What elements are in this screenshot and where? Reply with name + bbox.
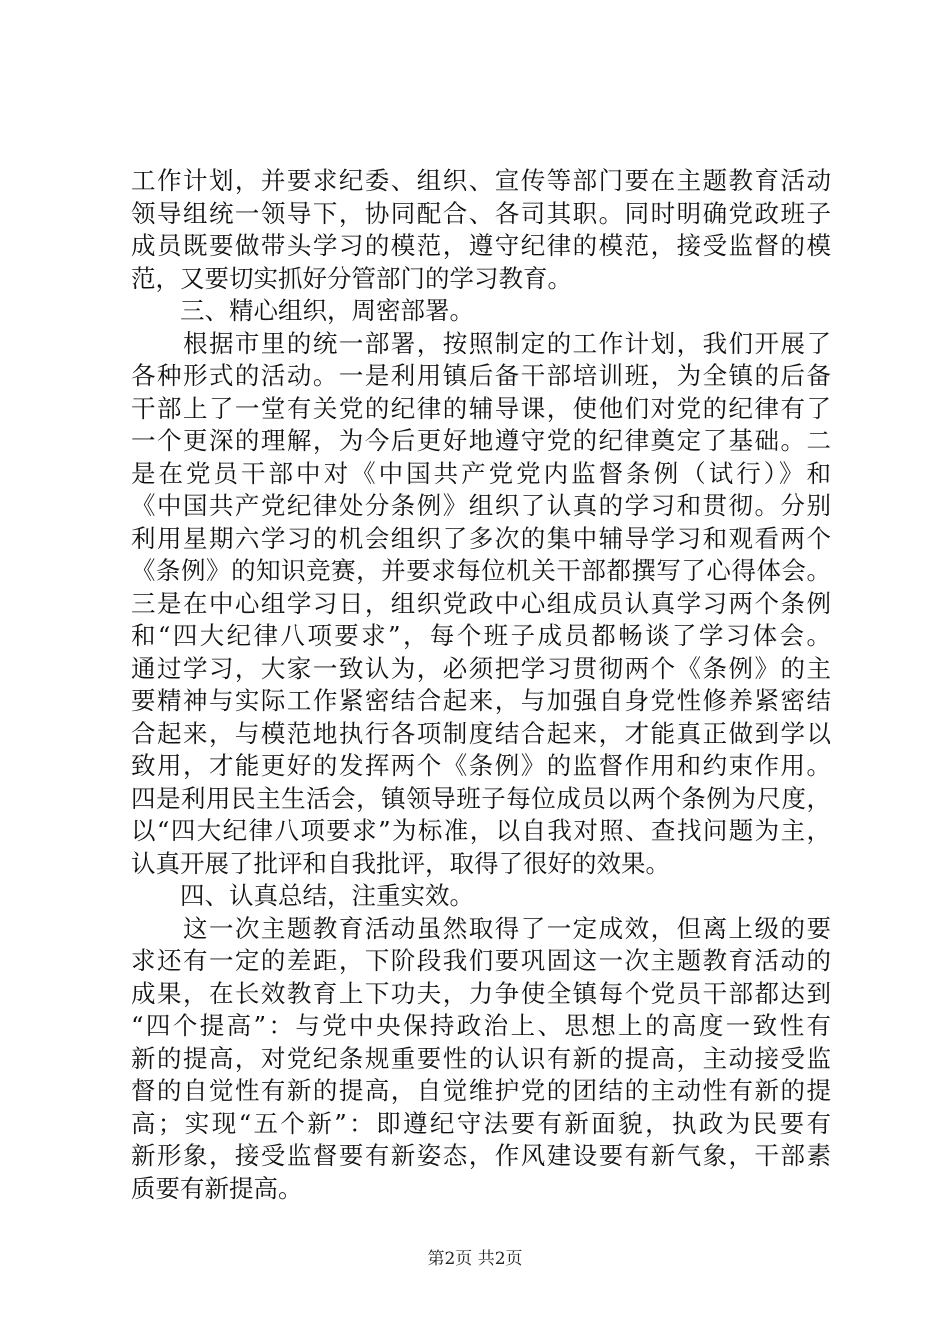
- text-line: 新的提高，对党纪条规重要性的认识有新的提高，主动接受监: [131, 1043, 831, 1073]
- text-line: 利用星期六学习的机会组织了多次的集中辅导学习和观看两个: [131, 523, 831, 553]
- text-line: 这一次主题教育活动虽然取得了一定成效，但离上级的要: [131, 913, 831, 943]
- document-body: [131, 165, 831, 1205]
- text-line: 督的自觉性有新的提高，自觉维护党的团结的主动性有新的提: [131, 1076, 831, 1105]
- text-line: 《中国共产党纪律处分条例》组织了认真的学习和贯彻。分别: [131, 491, 831, 520]
- page-footer: 第2页 共2页: [427, 1249, 523, 1269]
- text-line: 干部上了一堂有关党的纪律的辅导课，使他们对党的纪律有了: [131, 393, 831, 423]
- text-line: 成果，在长效教育上下功夫，力争使全镇每个党员干部都达到: [131, 978, 831, 1008]
- text-line: 认真开展了批评和自我批评，取得了很好的效果。: [131, 848, 670, 878]
- text-line: 新形象，接受监督要有新姿态，作风建设要有新气象，干部素: [131, 1141, 831, 1170]
- text-line: 通过学习，大家一致认为，必须把学习贯彻两个《条例》的主: [131, 653, 831, 683]
- text-line: 高；实现“五个新”：即遵纪守法要有新面貌，执政为民要有: [131, 1108, 831, 1138]
- text-line: 根据市里的统一部署，按照制定的工作计划，我们开展了: [131, 328, 831, 358]
- text-line: 质要有新提高。: [131, 1173, 303, 1203]
- section-heading-3: 三、精心组织，周密部署。: [131, 296, 474, 325]
- text-line: 四是利用民主生活会，镇领导班子每位成员以两个条例为尺度，: [131, 783, 831, 813]
- text-line: 求还有一定的差距，下阶段我们要巩固这一次主题教育活动的: [131, 946, 831, 975]
- text-line: 工作计划，并要求纪委、组织、宣传等部门要在主题教育活动: [131, 166, 831, 195]
- text-line: 《条例》的知识竞赛，并要求每位机关干部都撰写了心得体会。: [131, 556, 831, 585]
- text-line: 各种形式的活动。一是利用镇后备干部培训班，为全镇的后备: [131, 361, 831, 390]
- text-line: “四个提高”：与党中央保持政治上、思想上的高度一致性有: [131, 1011, 831, 1040]
- text-line: 范，又要切实抓好分管部门的学习教育。: [131, 263, 572, 293]
- text-line: 和“四大纪律八项要求”，每个班子成员都畅谈了学习体会。: [131, 621, 831, 650]
- text-line: 合起来，与模范地执行各项制度结合起来，才能真正做到学以: [131, 718, 831, 748]
- text-line: 以“四大纪律八项要求”为标准，以自我对照、查找问题为主，: [131, 816, 831, 845]
- text-line: 要精神与实际工作紧密结合起来，与加强自身党性修养紧密结: [131, 686, 831, 715]
- section-heading-4: 四、认真总结，注重实效。: [131, 881, 474, 910]
- text-line: 领导组统一领导下，协同配合、各司其职。同时明确党政班子: [131, 198, 831, 228]
- text-line: 成员既要做带头学习的模范，遵守纪律的模范，接受监督的模: [131, 231, 831, 260]
- text-line: 三是在中心组学习日，组织党政中心组成员认真学习两个条例: [131, 588, 831, 618]
- text-line: 是在党员干部中对《中国共产党党内监督条例（试行）》和: [131, 458, 831, 488]
- text-line: 致用，才能更好的发挥两个《条例》的监督作用和约束作用。: [131, 751, 831, 780]
- text-line: 一个更深的理解，为今后更好地遵守党的纪律奠定了基础。二: [131, 426, 831, 455]
